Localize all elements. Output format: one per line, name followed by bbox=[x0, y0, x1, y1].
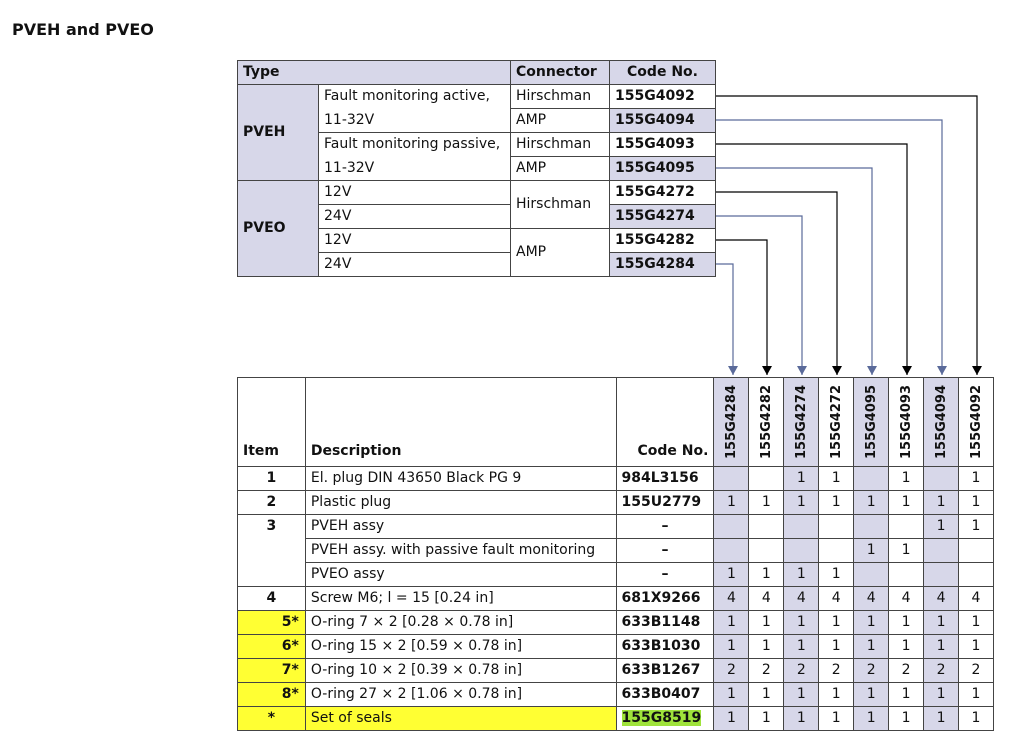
code-label: 155G8519 bbox=[621, 710, 702, 726]
qty-cell: 1 bbox=[854, 707, 889, 731]
connector-cell: AMP bbox=[511, 229, 610, 277]
description-cell: PVEH assy. with passive fault monitoring bbox=[305, 539, 616, 563]
qty-cell: 1 bbox=[924, 635, 959, 659]
table-row bbox=[238, 491, 994, 515]
description-cell: O-ring 7 × 2 [0.28 × 0.78 in] bbox=[305, 611, 616, 635]
item-label: * bbox=[238, 707, 305, 730]
item-cell bbox=[238, 659, 306, 683]
item-header: Item bbox=[238, 378, 306, 467]
item-cell: 3 bbox=[238, 515, 306, 587]
col-header: 155G4092 bbox=[959, 378, 994, 467]
description-cell: O-ring 27 × 2 [1.06 × 0.78 in] bbox=[305, 683, 616, 707]
code-cell: – bbox=[616, 563, 714, 587]
qty-cell bbox=[959, 539, 994, 563]
code-cell: – bbox=[616, 539, 714, 563]
description-cell: El. plug DIN 43650 Black PG 9 bbox=[305, 467, 616, 491]
code-cell: 155G4274 bbox=[610, 205, 716, 229]
desc-cell: 24V bbox=[319, 253, 511, 277]
col-header: 155G4272 bbox=[819, 378, 854, 467]
description-cell: O-ring 15 × 2 [0.59 × 0.78 in] bbox=[305, 635, 616, 659]
desc-cell: 12V bbox=[319, 181, 511, 205]
table-row bbox=[238, 563, 994, 587]
connector-cell: AMP bbox=[511, 109, 610, 133]
qty-cell: 1 bbox=[819, 635, 854, 659]
qty-cell: 1 bbox=[819, 611, 854, 635]
qty-cell: 4 bbox=[854, 587, 889, 611]
description-cell: Screw M6; l = 15 [0.24 in] bbox=[305, 587, 616, 611]
line-155G4094 bbox=[716, 120, 942, 375]
qty-cell: 1 bbox=[959, 683, 994, 707]
qty-cell bbox=[959, 563, 994, 587]
table-row bbox=[238, 515, 994, 539]
table-row bbox=[238, 611, 994, 635]
page-title: PVEH and PVEO bbox=[12, 20, 154, 39]
item-label: 5* bbox=[238, 611, 305, 634]
qty-cell: 2 bbox=[854, 659, 889, 683]
parts-body bbox=[238, 467, 994, 731]
qty-cell bbox=[924, 467, 959, 491]
qty-cell bbox=[749, 539, 784, 563]
qty-cell: 1 bbox=[854, 539, 889, 563]
item-label: 7* bbox=[238, 659, 305, 682]
connector-cell: AMP bbox=[511, 157, 610, 181]
code-cell: 155G4094 bbox=[610, 109, 716, 133]
qty-cell: 1 bbox=[714, 683, 749, 707]
desc-cell: 11-32V bbox=[319, 157, 511, 181]
qty-cell: 1 bbox=[819, 683, 854, 707]
qty-cell: 1 bbox=[784, 563, 819, 587]
qty-cell: 2 bbox=[714, 659, 749, 683]
qty-cell: 1 bbox=[959, 707, 994, 731]
code-header: Code No. bbox=[610, 61, 716, 85]
qty-cell bbox=[924, 563, 959, 587]
qty-cell: 1 bbox=[714, 611, 749, 635]
qty-cell: 1 bbox=[749, 707, 784, 731]
code-header: Code No. bbox=[616, 378, 714, 467]
item-cell: 1 bbox=[238, 467, 306, 491]
qty-cell: 1 bbox=[889, 491, 924, 515]
qty-cell bbox=[854, 563, 889, 587]
qty-cell: 1 bbox=[924, 683, 959, 707]
qty-cell: 1 bbox=[749, 491, 784, 515]
connector-header: Connector bbox=[511, 61, 610, 85]
code-cell: 155G4092 bbox=[610, 85, 716, 109]
desc-cell: 12V bbox=[319, 229, 511, 253]
table-row bbox=[238, 635, 994, 659]
qty-cell bbox=[714, 515, 749, 539]
qty-cell: 1 bbox=[959, 467, 994, 491]
code-cell: 681X9266 bbox=[616, 587, 714, 611]
code-cell: 155G4095 bbox=[610, 157, 716, 181]
item-label: 8* bbox=[238, 683, 305, 706]
code-cell: 155U2779 bbox=[616, 491, 714, 515]
qty-cell: 1 bbox=[784, 491, 819, 515]
qty-cell: 1 bbox=[784, 467, 819, 491]
qty-cell: 1 bbox=[714, 491, 749, 515]
line-155G4093 bbox=[716, 144, 907, 375]
col-header: 155G4093 bbox=[889, 378, 924, 467]
qty-cell: 1 bbox=[889, 707, 924, 731]
qty-cell: 1 bbox=[714, 563, 749, 587]
qty-cell: 1 bbox=[854, 635, 889, 659]
description-cell: O-ring 10 × 2 [0.39 × 0.78 in] bbox=[305, 659, 616, 683]
table-row bbox=[238, 539, 994, 563]
code-cell: 633B1148 bbox=[616, 611, 714, 635]
description-cell bbox=[305, 707, 616, 731]
connector-cell: Hirschman bbox=[511, 181, 610, 229]
item-cell bbox=[238, 611, 306, 635]
qty-cell: 4 bbox=[889, 587, 924, 611]
qty-cell: 1 bbox=[889, 611, 924, 635]
qty-cell: 1 bbox=[714, 635, 749, 659]
description-cell: PVEO assy bbox=[305, 563, 616, 587]
code-cell: 984L3156 bbox=[616, 467, 714, 491]
qty-cell: 4 bbox=[959, 587, 994, 611]
qty-cell: 2 bbox=[749, 659, 784, 683]
qty-cell bbox=[854, 467, 889, 491]
col-header: 155G4094 bbox=[924, 378, 959, 467]
desc-cell: Fault monitoring passive, bbox=[319, 133, 511, 157]
qty-cell: 1 bbox=[959, 515, 994, 539]
item-cell bbox=[238, 635, 306, 659]
qty-cell bbox=[749, 515, 784, 539]
col-header: 155G4095 bbox=[854, 378, 889, 467]
table-row bbox=[238, 467, 994, 491]
desc-cell: 24V bbox=[319, 205, 511, 229]
line-155G4272 bbox=[716, 192, 837, 375]
item-label: 6* bbox=[238, 635, 305, 658]
item-cell bbox=[238, 683, 306, 707]
table-row bbox=[238, 587, 994, 611]
qty-cell: 1 bbox=[749, 563, 784, 587]
table-row bbox=[238, 683, 994, 707]
qty-cell: 1 bbox=[819, 707, 854, 731]
qty-cell bbox=[714, 539, 749, 563]
parts-table bbox=[237, 377, 994, 731]
code-cell: 633B1030 bbox=[616, 635, 714, 659]
code-cell: 155G4284 bbox=[610, 253, 716, 277]
qty-cell: 1 bbox=[819, 563, 854, 587]
description-label: Set of seals bbox=[306, 707, 616, 730]
qty-cell bbox=[819, 515, 854, 539]
qty-cell bbox=[714, 467, 749, 491]
table-row bbox=[238, 707, 994, 731]
qty-cell: 1 bbox=[749, 635, 784, 659]
description-cell: Plastic plug bbox=[305, 491, 616, 515]
qty-cell: 4 bbox=[749, 587, 784, 611]
qty-cell: 1 bbox=[889, 539, 924, 563]
connector-cell: Hirschman bbox=[511, 133, 610, 157]
qty-cell: 1 bbox=[784, 611, 819, 635]
qty-cell: 1 bbox=[749, 683, 784, 707]
qty-cell: 2 bbox=[819, 659, 854, 683]
item-cell bbox=[238, 707, 306, 731]
col-header: 155G4274 bbox=[784, 378, 819, 467]
line-155G4284 bbox=[716, 264, 733, 375]
qty-cell: 2 bbox=[889, 659, 924, 683]
table-row bbox=[238, 659, 994, 683]
code-cell bbox=[616, 707, 714, 731]
qty-cell: 4 bbox=[819, 587, 854, 611]
qty-cell: 2 bbox=[924, 659, 959, 683]
qty-cell: 1 bbox=[889, 683, 924, 707]
qty-cell: 1 bbox=[819, 491, 854, 515]
qty-cell: 4 bbox=[714, 587, 749, 611]
code-cell: 633B0407 bbox=[616, 683, 714, 707]
qty-cell: 1 bbox=[784, 683, 819, 707]
qty-cell bbox=[784, 515, 819, 539]
code-cell: – bbox=[616, 515, 714, 539]
qty-cell: 4 bbox=[924, 587, 959, 611]
qty-cell: 1 bbox=[854, 611, 889, 635]
item-cell: 4 bbox=[238, 587, 306, 611]
qty-cell bbox=[749, 467, 784, 491]
connector-cell: Hirschman bbox=[511, 85, 610, 109]
line-155G4282 bbox=[716, 240, 767, 375]
qty-cell: 1 bbox=[959, 491, 994, 515]
qty-cell: 1 bbox=[714, 707, 749, 731]
qty-cell: 1 bbox=[959, 635, 994, 659]
item-cell: 2 bbox=[238, 491, 306, 515]
qty-cell: 4 bbox=[784, 587, 819, 611]
qty-cell: 1 bbox=[889, 635, 924, 659]
code-cell: 155G4282 bbox=[610, 229, 716, 253]
qty-cell bbox=[924, 539, 959, 563]
qty-cell bbox=[889, 515, 924, 539]
qty-cell bbox=[784, 539, 819, 563]
line-155G4095 bbox=[716, 168, 872, 375]
qty-cell: 1 bbox=[959, 611, 994, 635]
line-155G4092 bbox=[716, 96, 977, 375]
qty-cell: 1 bbox=[889, 467, 924, 491]
qty-cell: 1 bbox=[924, 515, 959, 539]
qty-cell: 1 bbox=[819, 467, 854, 491]
qty-cell: 2 bbox=[784, 659, 819, 683]
qty-cell: 2 bbox=[959, 659, 994, 683]
qty-cell bbox=[889, 563, 924, 587]
description-header: Description bbox=[305, 378, 616, 467]
description-cell: PVEH assy bbox=[305, 515, 616, 539]
col-header: 155G4284 bbox=[714, 378, 749, 467]
qty-cell: 1 bbox=[854, 491, 889, 515]
type-cell: PVEO bbox=[238, 181, 319, 277]
qty-cell: 1 bbox=[924, 707, 959, 731]
qty-cell: 1 bbox=[749, 611, 784, 635]
code-cell: 155G4093 bbox=[610, 133, 716, 157]
qty-cell: 1 bbox=[854, 683, 889, 707]
qty-cell bbox=[854, 515, 889, 539]
qty-cell: 1 bbox=[924, 491, 959, 515]
qty-cell: 1 bbox=[924, 611, 959, 635]
type-cell: PVEH bbox=[238, 85, 319, 181]
desc-cell: 11-32V bbox=[319, 109, 511, 133]
desc-cell: Fault monitoring active, bbox=[319, 85, 511, 109]
type-header: Type bbox=[238, 61, 511, 85]
code-cell: 155G4272 bbox=[610, 181, 716, 205]
col-header: 155G4282 bbox=[749, 378, 784, 467]
qty-cell bbox=[819, 539, 854, 563]
qty-cell: 1 bbox=[784, 707, 819, 731]
code-cell: 633B1267 bbox=[616, 659, 714, 683]
qty-cell: 1 bbox=[784, 635, 819, 659]
